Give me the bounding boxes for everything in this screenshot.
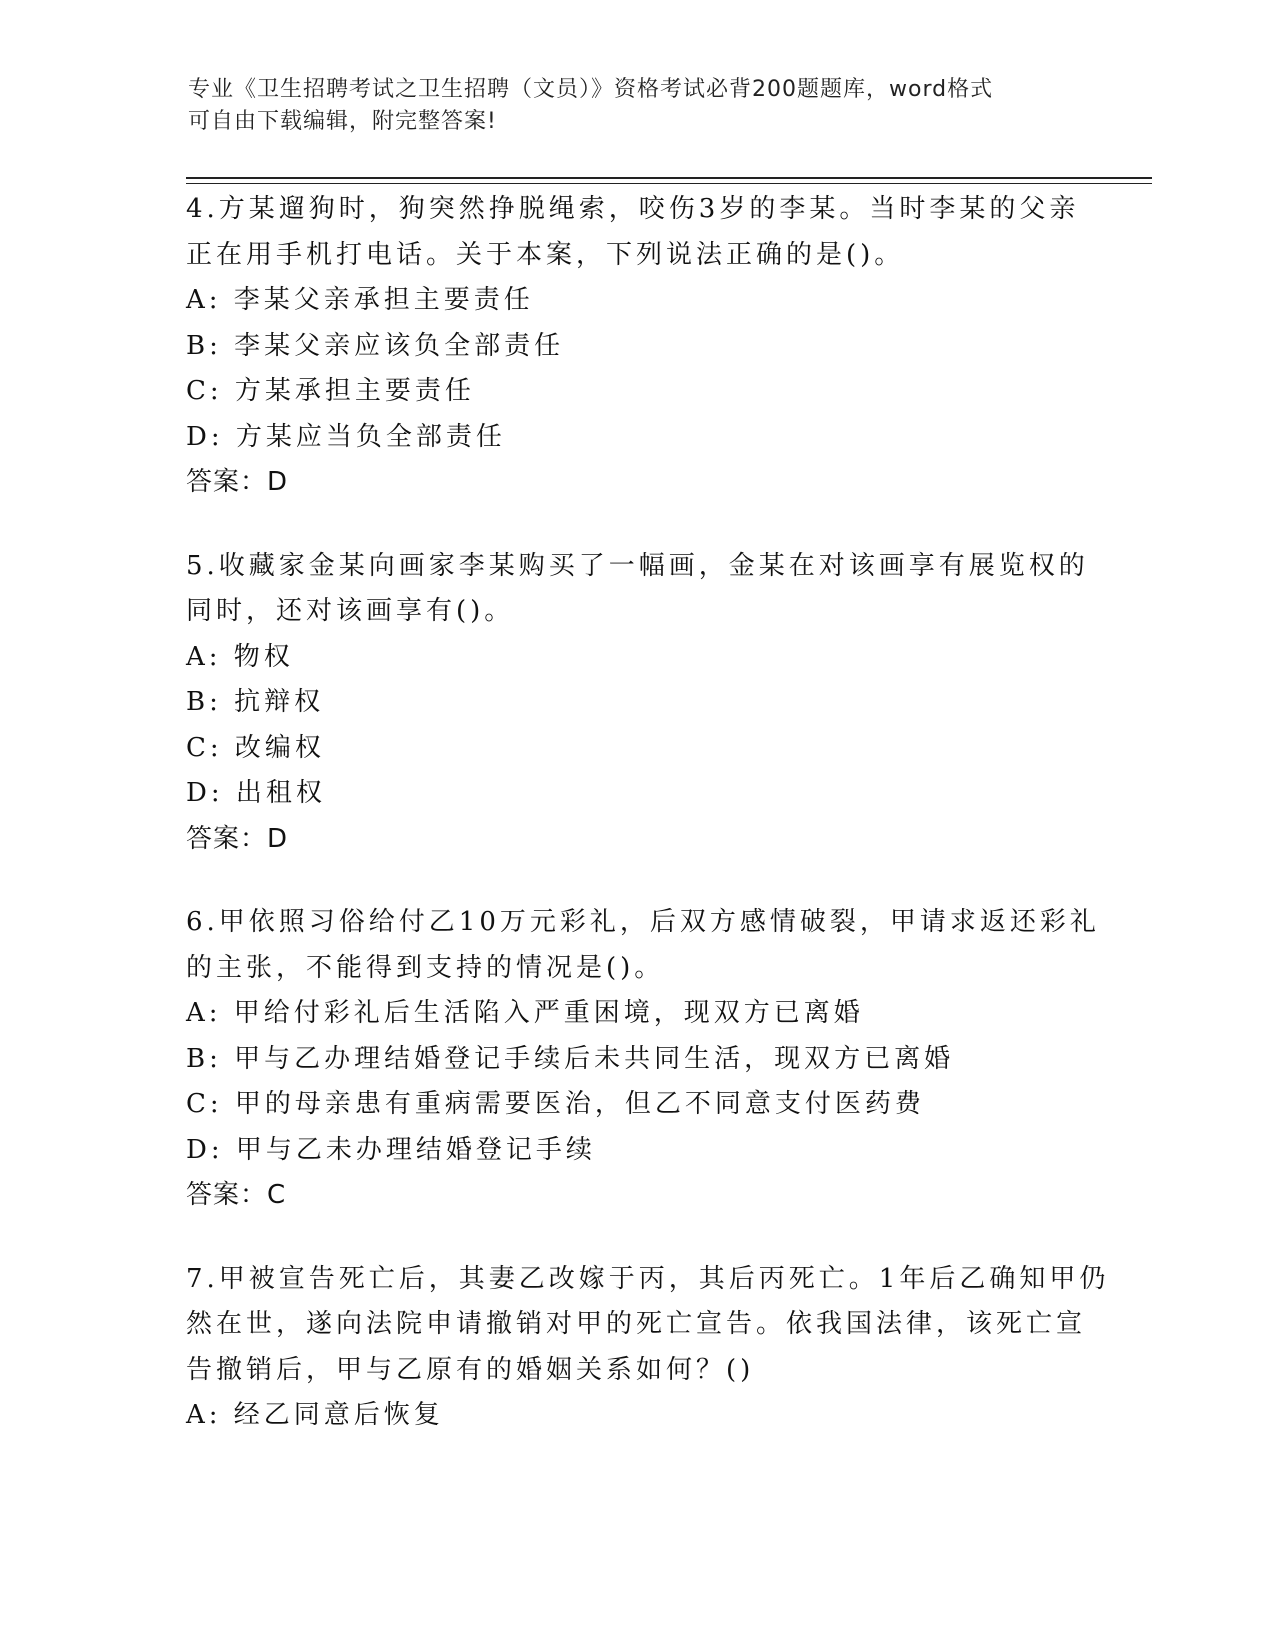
question-text-line: 5.收藏家金某向画家李某购买了一幅画，金某在对该画享有展览权的 bbox=[186, 550, 1089, 581]
question-text-line: 正在用手机打电话。关于本案，下列说法正确的是()。 bbox=[186, 239, 905, 270]
option-c: C: 改编权 bbox=[186, 732, 325, 763]
option-c: C: 甲的母亲患有重病需要医治，但乙不同意支付医药费 bbox=[186, 1089, 925, 1119]
header-divider-thin bbox=[186, 183, 1152, 184]
question-list bbox=[186, 187, 1110, 1477]
option-d: D: 出租权 bbox=[186, 778, 326, 808]
header-line-2: 可自由下载编辑，附完整答案! bbox=[188, 109, 497, 134]
question-text-line: 同时，还对该画享有()。 bbox=[186, 596, 515, 626]
answer: 答案：D bbox=[186, 467, 289, 497]
option-d: D: 甲与乙未办理结婚登记手续 bbox=[186, 1134, 596, 1165]
header-line-1: 专业《卫生招聘考试之卫生招聘（文员）》资格考试必背200题题库，word格式 bbox=[188, 77, 994, 102]
question-text-line: 4.方某遛狗时，狗突然挣脱绳索，咬伤3岁的李某。当时李某的父亲 bbox=[186, 194, 1080, 224]
option-c: C: 方某承担主要责任 bbox=[186, 376, 475, 406]
header-divider-thick bbox=[186, 177, 1152, 179]
question-5 bbox=[186, 544, 1089, 863]
option-b: B: 甲与乙办理结婚登记手续后未共同生活，现双方已离婚 bbox=[186, 1043, 955, 1074]
option-d: D: 方某应当负全部责任 bbox=[186, 421, 506, 452]
question-text-line: 6.甲依照习俗给付乙10万元彩礼，后双方感情破裂，甲请求返还彩礼 bbox=[186, 907, 1100, 937]
option-b: B: 抗辩权 bbox=[186, 687, 325, 717]
option-a: A: 甲给付彩礼后生活陷入严重困境，现双方已离婚 bbox=[186, 998, 864, 1028]
option-a: A: 物权 bbox=[186, 641, 294, 672]
answer: 答案：C bbox=[186, 1180, 287, 1210]
question-4 bbox=[186, 187, 1086, 506]
question-text-line: 7.甲被宣告死亡后，其妻乙改嫁于丙，其后丙死亡。1年后乙确知甲仍 bbox=[186, 1263, 1110, 1294]
option-b: B: 李某父亲应该负全部责任 bbox=[186, 330, 565, 361]
question-7 bbox=[186, 1257, 1110, 1439]
document-header bbox=[188, 74, 1088, 138]
question-6 bbox=[186, 900, 1100, 1219]
option-a: A: 经乙同意后恢复 bbox=[186, 1400, 444, 1430]
option-a: A: 李某父亲承担主要责任 bbox=[186, 285, 534, 315]
question-text-line: 的主张，不能得到支持的情况是()。 bbox=[186, 952, 665, 983]
question-text-line: 然在世，遂向法院申请撤销对甲的死亡宣告。依我国法律，该死亡宣 bbox=[186, 1309, 1087, 1339]
question-text-line: 告撤销后，甲与乙原有的婚姻关系如何？() bbox=[186, 1354, 755, 1385]
answer: 答案：D bbox=[186, 823, 289, 854]
